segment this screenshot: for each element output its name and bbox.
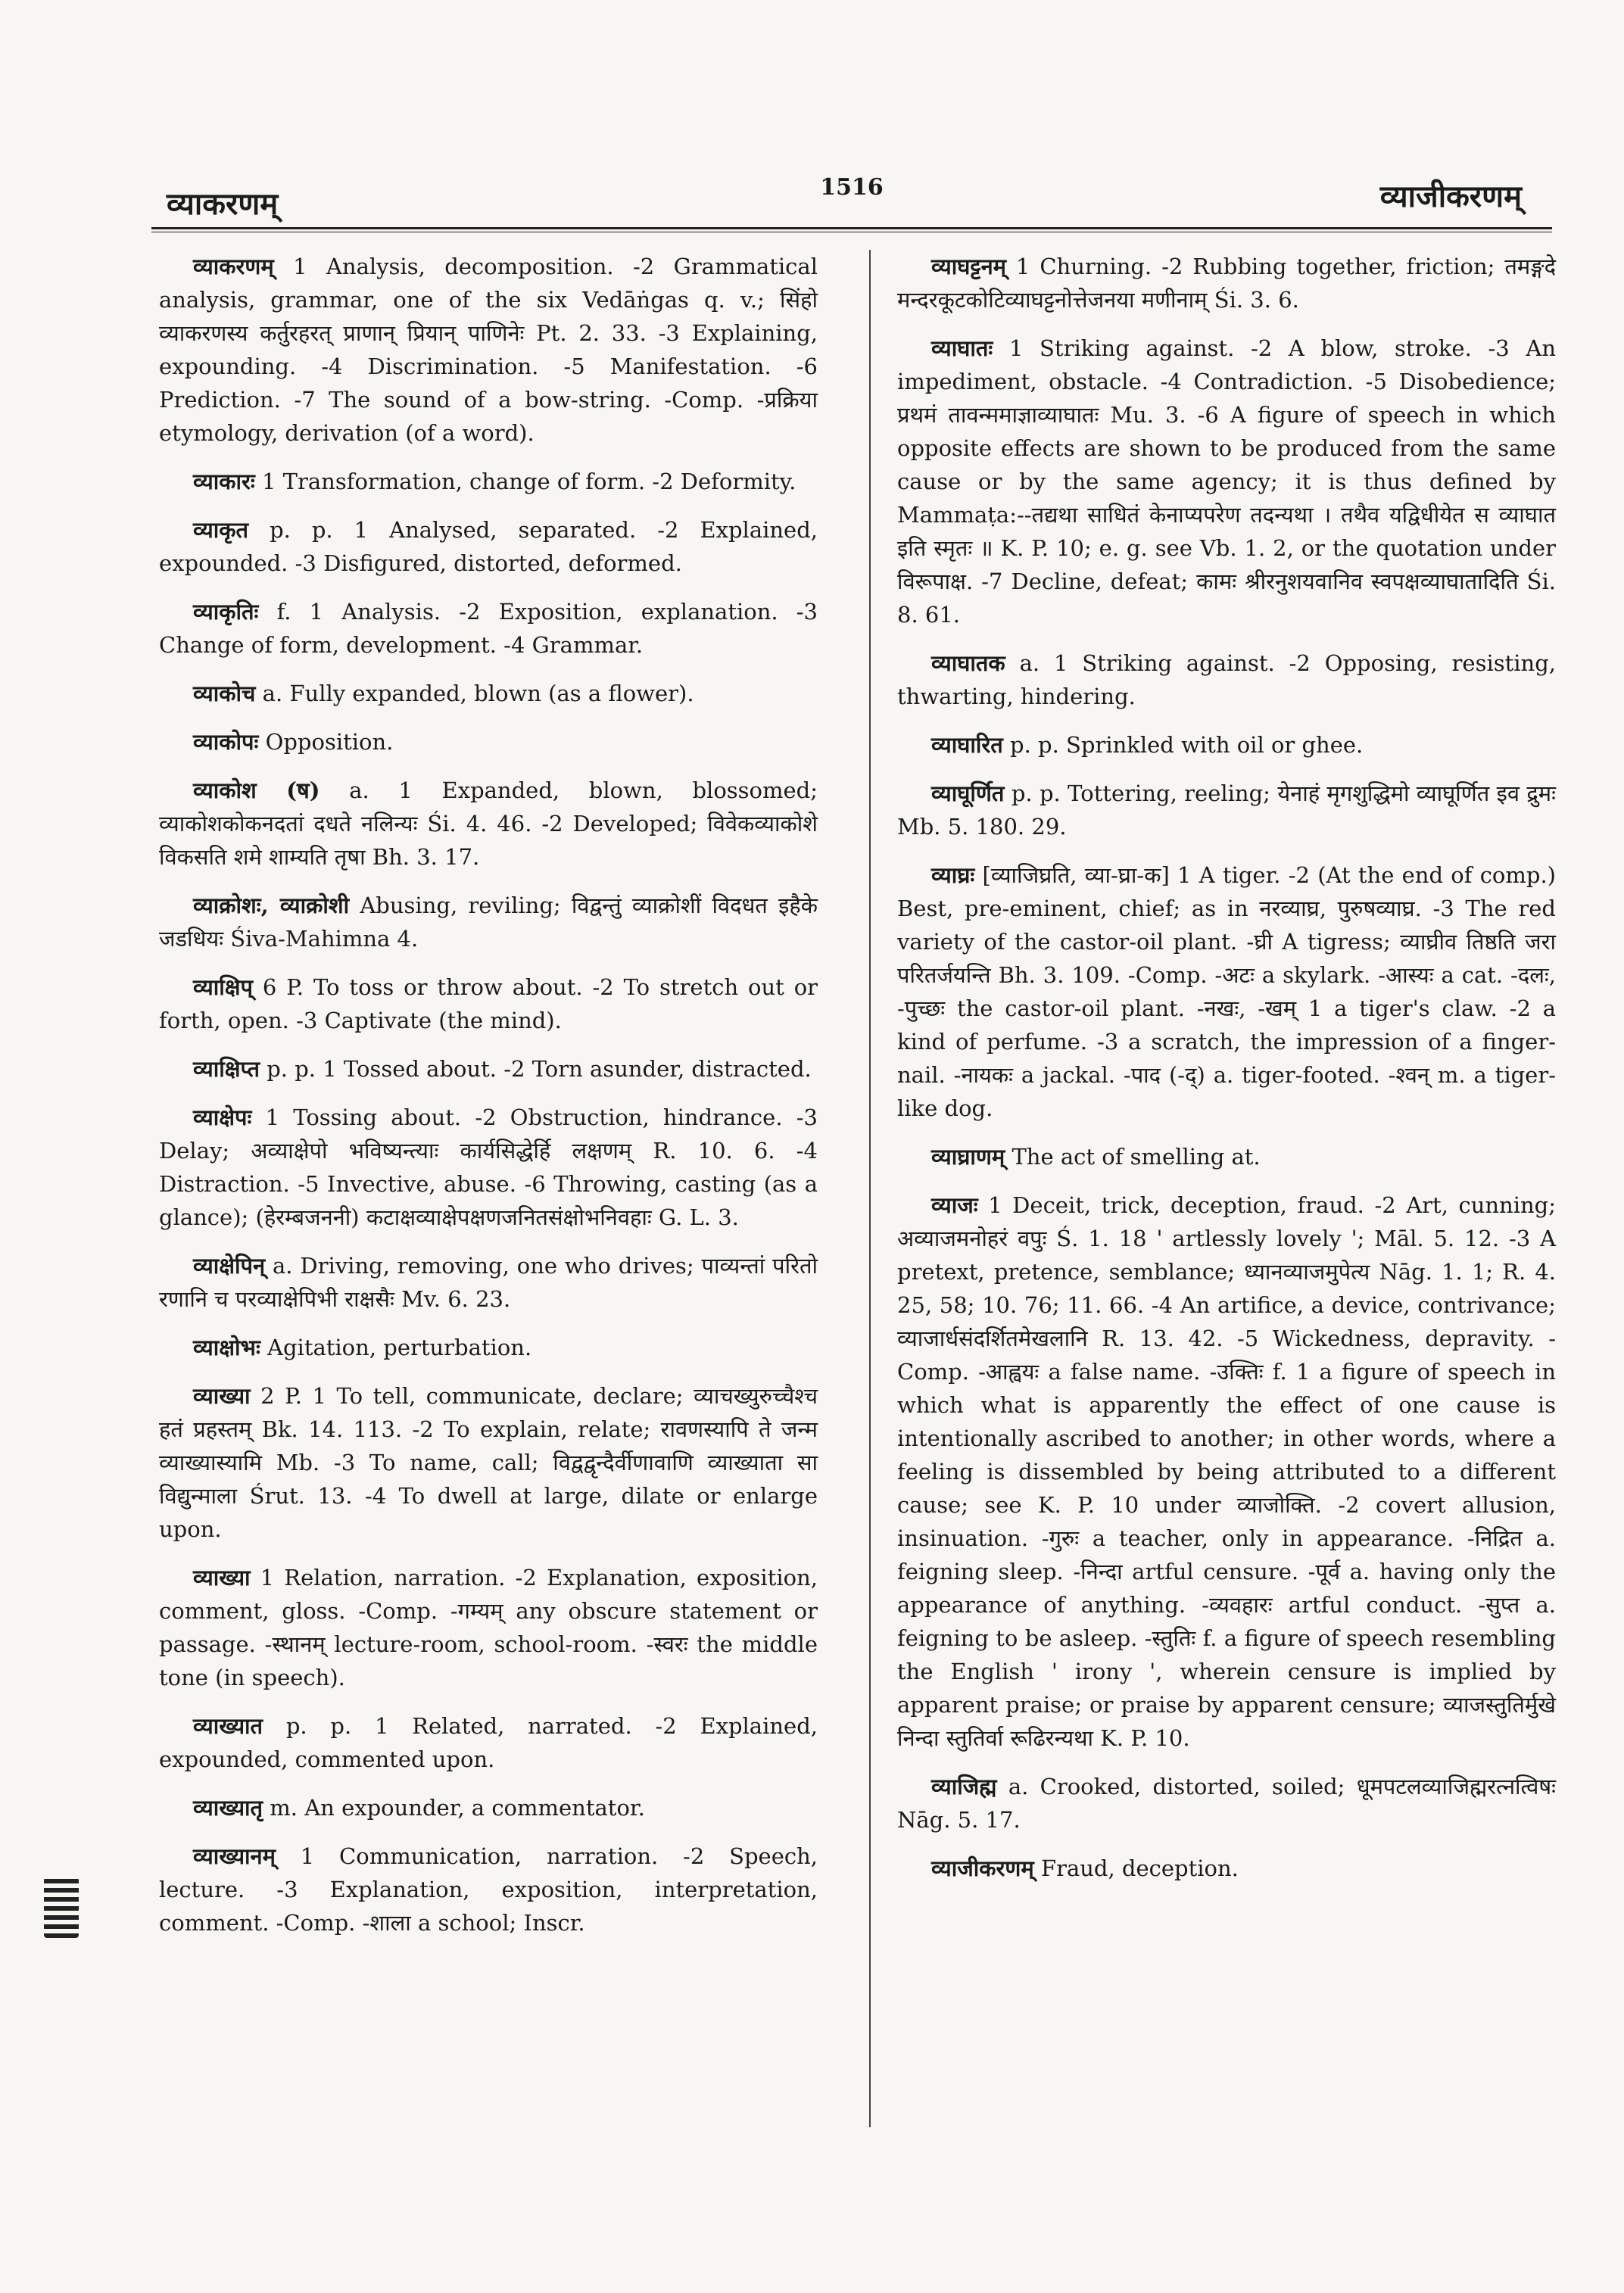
dictionary-entry <box>159 774 818 874</box>
entry-definition: 1 Deceit, trick, deception, fraud. -2 Art, cunning; अव्याजमनोहरं वपुः Ś. 1. 18 ' artlessly lovely '; Māl. 5. 12. -3 A pretext, pretence, semblance; ध्यानव्याजमुपेत्य Nāg. 1. 1; R. 4. 25, 58; 10. 76; 11. 66. -4 An artifice, a device, contrivance; व्याजार्धसंदर्शितमेखलानि R. 13. 42. -5 Wickedness, depravity. -Comp. -आह्वयः a false name. -उक्तिः f. 1 a figure of speech in which what is apparently the effect of one cause is intentionally ascribed to another; in other words, where a feeling is dissembled by being attributed to a different cause; see K. P. 10 under व्याजोक्ति. -2 covert allusion, insinuation. -गुरुः a teacher, only in appearance. -निद्रित a. feigning sleep. -निन्दा artful censure. -पूर्व a. having only the appearance of anything. -व्यवहारः artful conduct. -सुप्त a. feigning to be asleep. -स्तुतिः f. a figure of speech resembling the English ' irony ', wherein censure is implied by apparent praise; or praise by apparent censure; व्याजस्तुतिर्मुखे निन्दा स्तुतिर्वा रूढिरन्यथा K. P. 10. <box>897 1192 1557 1751</box>
dictionary-entry <box>897 1189 1556 1755</box>
entry-definition: p. p. Tottering, reeling; येनाहं मृगशुद्धिमो व्याघूर्णित इव द्रुमः Mb. 5. 180. 29. <box>897 780 1556 840</box>
entry-definition: p. p. 1 Tossed about. -2 Torn asunder, distracted. <box>267 1056 812 1082</box>
dictionary-entry <box>159 889 818 955</box>
entry-definition: p. p. 1 Analysed, separated. -2 Explained, expounded. -3 Disfigured, distorted, deformed. <box>159 517 818 576</box>
entry-definition: a. Driving, removing, one who drives; पाव्यन्तां परितो रणानि च परव्याक्षेपिभी राक्षसैः Mv. 6. 23. <box>159 1253 818 1312</box>
entry-headword: व्याक्रोशः, व्याक्रोशी <box>193 893 350 918</box>
entry-definition: 1 Tossing about. -2 Obstruction, hindrance. -3 Delay; अव्याक्षेपो भविष्यन्त्याः कार्यसिद्धेर्हि लक्षणम् R. 10. 6. -4 Distraction. -5 Invective, abuse. -6 Throwing, casting (as a glance); (हेरम्बजननी) कटाक्षव्याक्षेपक्षणजनितसंक्षोभनिवहाः G. L. 3. <box>159 1104 818 1230</box>
header-rule <box>151 227 1552 229</box>
entry-definition: 1 Relation, narration. -2 Explanation, exposition, comment, gloss. -Comp. -गम्यम् any obscure statement or passage. -स्थानम् lecture-room, school-room. -स्वरः the middle tone (in speech). <box>159 1565 818 1690</box>
dictionary-entry <box>159 1791 818 1824</box>
dictionary-entry <box>159 1840 818 1939</box>
dictionary-entry <box>159 513 818 580</box>
entry-definition: Opposition. <box>265 729 394 755</box>
dictionary-entry <box>897 777 1556 843</box>
entry-headword: व्याजीकरणम् <box>931 1855 1034 1881</box>
entry-definition: Abusing, reviling; विद्वन्तुं व्याक्रोशीं विदधत इहैके जडधियः Śiva-Mahimna 4. <box>159 893 818 952</box>
dictionary-entry <box>897 1140 1556 1173</box>
entry-headword: व्याघ्रः <box>931 862 975 888</box>
entry-headword: व्याजः <box>931 1192 978 1218</box>
dictionary-entry <box>159 1709 818 1776</box>
entry-definition: Agitation, perturbation. <box>267 1335 532 1360</box>
header-left-guideword: व्याकरणम् <box>167 186 279 222</box>
entry-headword: व्याक्षिप् <box>193 974 254 1000</box>
dictionary-entry <box>897 858 1556 1125</box>
dictionary-entry <box>159 1101 818 1234</box>
dictionary-entry <box>159 725 818 759</box>
dictionary-entry <box>897 646 1556 713</box>
entry-headword: व्याख्या <box>193 1383 251 1409</box>
entry-definition: a. Crooked, distorted, soiled; धूमपटलव्याजिह्मरत्नत्विषः Nāg. 5. 17. <box>897 1774 1556 1833</box>
entry-headword: व्याघातः <box>931 335 993 361</box>
entry-headword: व्याघूर्णित <box>931 780 1005 806</box>
dictionary-entry <box>159 595 818 662</box>
dictionary-entry <box>159 677 818 710</box>
entry-definition: 1 Churning. -2 Rubbing together, friction; तमङ्गदे मन्दरकूटकोटिव्याघट्टनोत्तेजनया मणीनाम् Śi. 3. 6. <box>897 254 1557 313</box>
entry-headword: व्याकोच <box>193 681 256 706</box>
page-header <box>151 167 1552 235</box>
dictionary-entry <box>159 465 818 498</box>
dictionary-entry <box>159 1561 818 1694</box>
dictionary-entry <box>159 1331 818 1364</box>
entry-definition: The act of smelling at. <box>1011 1144 1261 1170</box>
entry-definition: Fraud, deception. <box>1040 1855 1239 1881</box>
entry-definition: p. p. 1 Related, narrated. -2 Explained, expounded, commented upon. <box>159 1713 818 1772</box>
entry-headword: व्याकरणम् <box>193 254 274 279</box>
entry-headword: व्याख्यात <box>193 1713 263 1739</box>
entry-definition: a. Fully expanded, blown (as a flower). <box>262 681 694 706</box>
entry-definition: m. An expounder, a commentator. <box>270 1795 645 1821</box>
entry-headword: व्याक्षेपिन् <box>193 1253 266 1279</box>
entry-headword: व्याघातक <box>931 650 1005 676</box>
entry-definition: 1 Striking against. -2 A blow, stroke. -3 An impediment, obstacle. -4 Contradiction. -5 Disobedience; प्रथमं तावन्ममाज्ञाव्याघातः Mu. 3. -6 A figure of speech in which opposite effects are shown to be produced from the same cause or by the same agency; it is thus defined by Mammaṭa:--तद्यथा साधितं केनाप्यपरेण तदन्यथा । तथैव यद्विधीयेत स व्याघात इति स्मृतः ॥ K. P. 10; e. g. see Vb. 1. 2, or the quotation under विरूपाक्ष. -7 Decline, defeat; कामः श्रीरनुशयवानिव स्वपक्षव्याघातादिति Śi. 8. 61. <box>897 335 1556 628</box>
entry-definition: p. p. Sprinkled with oil or ghee. <box>1010 732 1364 758</box>
dictionary-entry <box>897 332 1556 631</box>
dictionary-entry <box>159 1249 818 1316</box>
entry-definition: [व्याजिघ्रति, व्या-घ्रा-क] 1 A tiger. -2 (At the end of comp.) Best, pre-eminent, chief; as in नरव्याघ्र, पुरुषव्याघ्र. -3 The red variety of the castor-oil plant. -घ्री A tigress; व्याघ्रीव तिष्ठति जरा परितर्जयन्ति Bh. 3. 109. -Comp. -अटः a skylark. -आस्यः a cat. -दलः, -पुच्छः the castor-oil plant. -नखः, -खम् 1 a tiger's claw. -2 a kind of perfume. -3 a scratch, the impression of a finger-nail. -नायकः a jackal. -पाद (-द्) a. tiger-footed. -श्वन् m. a tiger-like dog. <box>897 862 1556 1121</box>
entry-definition: f. 1 Analysis. -2 Exposition, explanation. -3 Change of form, development. -4 Grammar. <box>159 599 818 658</box>
entry-headword: व्याजिह्म <box>931 1774 997 1799</box>
dictionary-entry <box>897 728 1556 762</box>
entry-definition: a. 1 Striking against. -2 Opposing, resisting, thwarting, hindering. <box>897 650 1557 709</box>
right-column <box>897 250 1556 1900</box>
entry-headword: व्याकारः <box>193 469 255 494</box>
entry-headword: व्याघ्राणम् <box>931 1144 1005 1170</box>
entry-headword: व्याघारित <box>931 732 1003 758</box>
dictionary-entry <box>159 1379 818 1546</box>
dictionary-entry <box>159 970 818 1037</box>
entry-headword: व्याकृतिः <box>193 599 259 625</box>
dictionary-entry <box>897 1852 1556 1885</box>
dictionary-entry <box>159 250 818 450</box>
entry-headword: व्याकृत <box>193 517 249 543</box>
header-right-guideword: व्याजीकरणम् <box>1379 179 1522 214</box>
entry-headword: व्याक्षोभः <box>193 1335 260 1360</box>
entry-definition: 6 P. To toss or throw about. -2 To stretch out or forth, open. -3 Captivate (the mind). <box>159 974 818 1033</box>
entry-headword: व्याक्षिप्त <box>193 1056 260 1082</box>
column-divider <box>869 250 871 2127</box>
entry-headword: व्याख्या <box>193 1565 251 1590</box>
entry-headword: व्याकोश (ष) <box>193 777 320 803</box>
dictionary-entry <box>897 250 1556 316</box>
page-number: 1516 <box>820 174 884 201</box>
entry-definition: 1 Analysis, decomposition. -2 Grammatical analysis, grammar, one of the six Vedāṅgas q. v.; सिंहो व्याकरणस्य कर्तुरहरत् प्राणान् प्रियान् पाणिनेः Pt. 2. 33. -3 Explaining, expounding. -4 Discrimination. -5 Manifestation. -6 Prediction. -7 The sound of a bow-string. -Comp. -प्रक्रिया etymology, derivation (of a word). <box>159 254 818 446</box>
thumb-index-mark <box>44 1877 79 1938</box>
dictionary-entry <box>159 1052 818 1086</box>
left-column <box>159 250 818 1955</box>
entry-definition: 1 Transformation, change of form. -2 Deformity. <box>261 469 796 494</box>
entry-headword: व्याकोपः <box>193 729 259 755</box>
entry-headword: व्याक्षेपः <box>193 1104 252 1130</box>
entry-definition: a. 1 Expanded, blown, blossomed; व्याकोशकोकनदतां दधते नलिन्यः Śi. 4. 46. -2 Developed; विवेकव्याकोशे विकसति शमे शाम्यति तृषा Bh. 3. 17. <box>159 777 818 870</box>
entry-definition: 1 Communication, narration. -2 Speech, lecture. -3 Explanation, exposition, interpretation, comment. -Comp. -शाला a school; Inscr. <box>159 1843 818 1936</box>
entry-headword: व्याख्यातृ <box>193 1795 263 1821</box>
entry-headword: व्याख्यानम् <box>193 1843 276 1869</box>
entry-headword: व्याघट्टनम् <box>931 254 1007 279</box>
entry-definition: 2 P. 1 To tell, communicate, declare; व्याचख्युरुच्चैश्च हतं प्रहस्तम् Bk. 14. 113. -2 To explain, relate; रावणस्यापि ते जन्म व्याख्यास्यामि Mb. -3 To name, call; विद्वद्वृन्दैर्वीणावाणि व्याख्याता सा विद्युन्माला Śrut. 13. -4 To dwell at large, dilate or enlarge upon. <box>159 1383 818 1542</box>
dictionary-entry <box>897 1770 1556 1837</box>
